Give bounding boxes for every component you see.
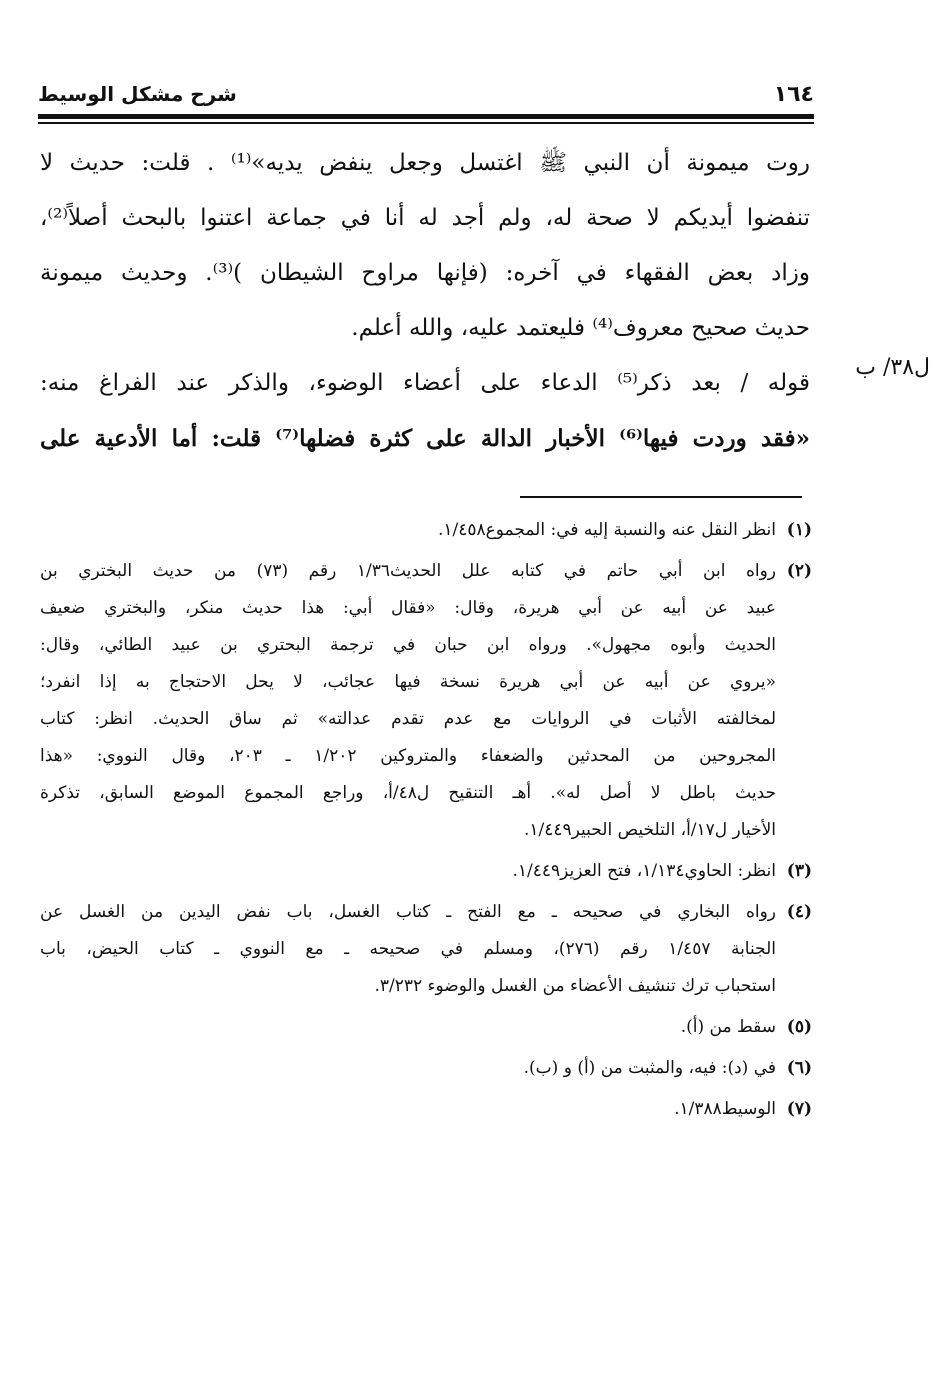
footnote-text: رواه البخاري في صحيحه ـ مع الفتح ـ كتاب الغسل، باب نفض اليدين من الغسل عن bbox=[40, 902, 776, 922]
footnote-number: (٢) bbox=[786, 561, 812, 581]
footnote-number: (٣) bbox=[786, 861, 812, 881]
footnote-text: في (د): فيه، والمثبت من (أ) و (ب). bbox=[523, 1058, 776, 1078]
main-line: حديث صحيح معروف⁽⁴⁾ فليعتمد عليه، والله أعلم. bbox=[351, 315, 810, 341]
footnote-text: الأخيار ل١٧/أ، التلخيص الحبير١/٤٤٩. bbox=[524, 820, 776, 840]
footnote-text: الوسيط١/٣٨٨. bbox=[674, 1099, 776, 1119]
main-line: قوله / بعد ذكر⁽⁵⁾ الدعاء على أعضاء الوضوء، والذكر عند الفراغ منه: bbox=[40, 370, 810, 396]
running-title: شرح مشكل الوسيط bbox=[38, 82, 237, 106]
footnote-text: المجروحين من المحدثين والضعفاء والمتروكين ١/٢٠٢ ـ ٢٠٣، وقال النووي: «هذا bbox=[40, 746, 776, 766]
main-line: «فقد وردت فيها⁽⁶⁾ الأخبار الدالة على كثرة فضلها⁽⁷⁾ قلت: أما الأدعية على bbox=[40, 425, 810, 452]
footnote-number: (٥) bbox=[786, 1017, 812, 1037]
header-rule-thick bbox=[38, 114, 814, 119]
footnote-text: انظر: الحاوي١/١٣٤، فتح العزيز١/٤٤٩. bbox=[512, 861, 776, 881]
footnote-6 bbox=[40, 1050, 812, 1087]
footnote-number: (٦) bbox=[786, 1058, 812, 1078]
footnotes bbox=[40, 512, 812, 1132]
footnote-3 bbox=[40, 853, 812, 890]
footnote-text: «يروي عن أبيه عن أبي هريرة نسخة فيها عجائب، لا يحل الاحتجاج به إذا انفرد؛ bbox=[40, 672, 776, 692]
footnote-text: سقط من (أ). bbox=[680, 1017, 776, 1037]
main-line: روت ميمونة أن النبي ﷺ اغتسل وجعل ينفض يديه»⁽¹⁾ . قلت: حديث لا bbox=[40, 150, 810, 176]
footnote-5 bbox=[40, 1009, 812, 1046]
footnote-number: (٤) bbox=[786, 902, 812, 922]
footnote-number: (٧) bbox=[786, 1099, 812, 1119]
footnote-4 bbox=[40, 894, 812, 1005]
footnote-separator bbox=[520, 496, 802, 498]
footnote-number: (١) bbox=[786, 520, 812, 540]
running-header bbox=[38, 78, 814, 112]
footnote-text: الحديث وأبوه مجهول». ورواه ابن حبان في ترجمة البحتري بن عبيد الطائي، وقال: bbox=[40, 635, 776, 655]
main-line: تنفضوا أيديكم لا صحة له، ولم أجد له أنا في جماعة اعتنوا بالبحث أصلاً⁽²⁾، bbox=[40, 205, 810, 231]
footnote-text: لمخالفته الأثبات في الروايات مع عدم تقدم عدالته» ثم ساق الحديث. انظر: كتاب bbox=[40, 709, 776, 729]
main-line: وزاد بعض الفقهاء في آخره: (فإنها مراوح الشيطان )⁽³⁾. وحديث ميمونة bbox=[40, 260, 810, 286]
footnote-text: حديث باطل لا أصل له». أهـ التنقيح ل٤٨/أ، وراجع المجموع الموضع السابق، تذكرة bbox=[40, 783, 776, 803]
footnote-text: استحباب ترك تنشيف الأعضاء من الغسل والوضوء ٣/٢٣٢. bbox=[374, 976, 776, 996]
page-number: ١٦٤ bbox=[773, 82, 814, 107]
footnote-7 bbox=[40, 1091, 812, 1128]
footnote-text: رواه ابن أبي حاتم في كتابه علل الحديث١/٣٦ رقم (٧٣) من حديث البختري بن bbox=[40, 561, 777, 581]
footnote-text: الجنابة ١/٤٥٧ رقم (٢٧٦)، ومسلم في صحيحه ـ مع النووي ـ كتاب الحيض، باب bbox=[40, 939, 776, 959]
footnote-1 bbox=[40, 512, 812, 549]
footnote-text: عبيد عن أبيه عن أبي هريرة، وقال: «فقال أبي: هذا حديث منكر، والبختري ضعيف bbox=[40, 598, 776, 618]
footnote-text: انظر النقل عنه والنسبة إليه في: المجموع١/٤٥٨. bbox=[437, 520, 776, 540]
main-text bbox=[40, 136, 810, 466]
margin-note: ل٣٨/ ب bbox=[855, 355, 930, 380]
header-rule-thin bbox=[38, 122, 814, 124]
footnote-2 bbox=[40, 553, 812, 849]
